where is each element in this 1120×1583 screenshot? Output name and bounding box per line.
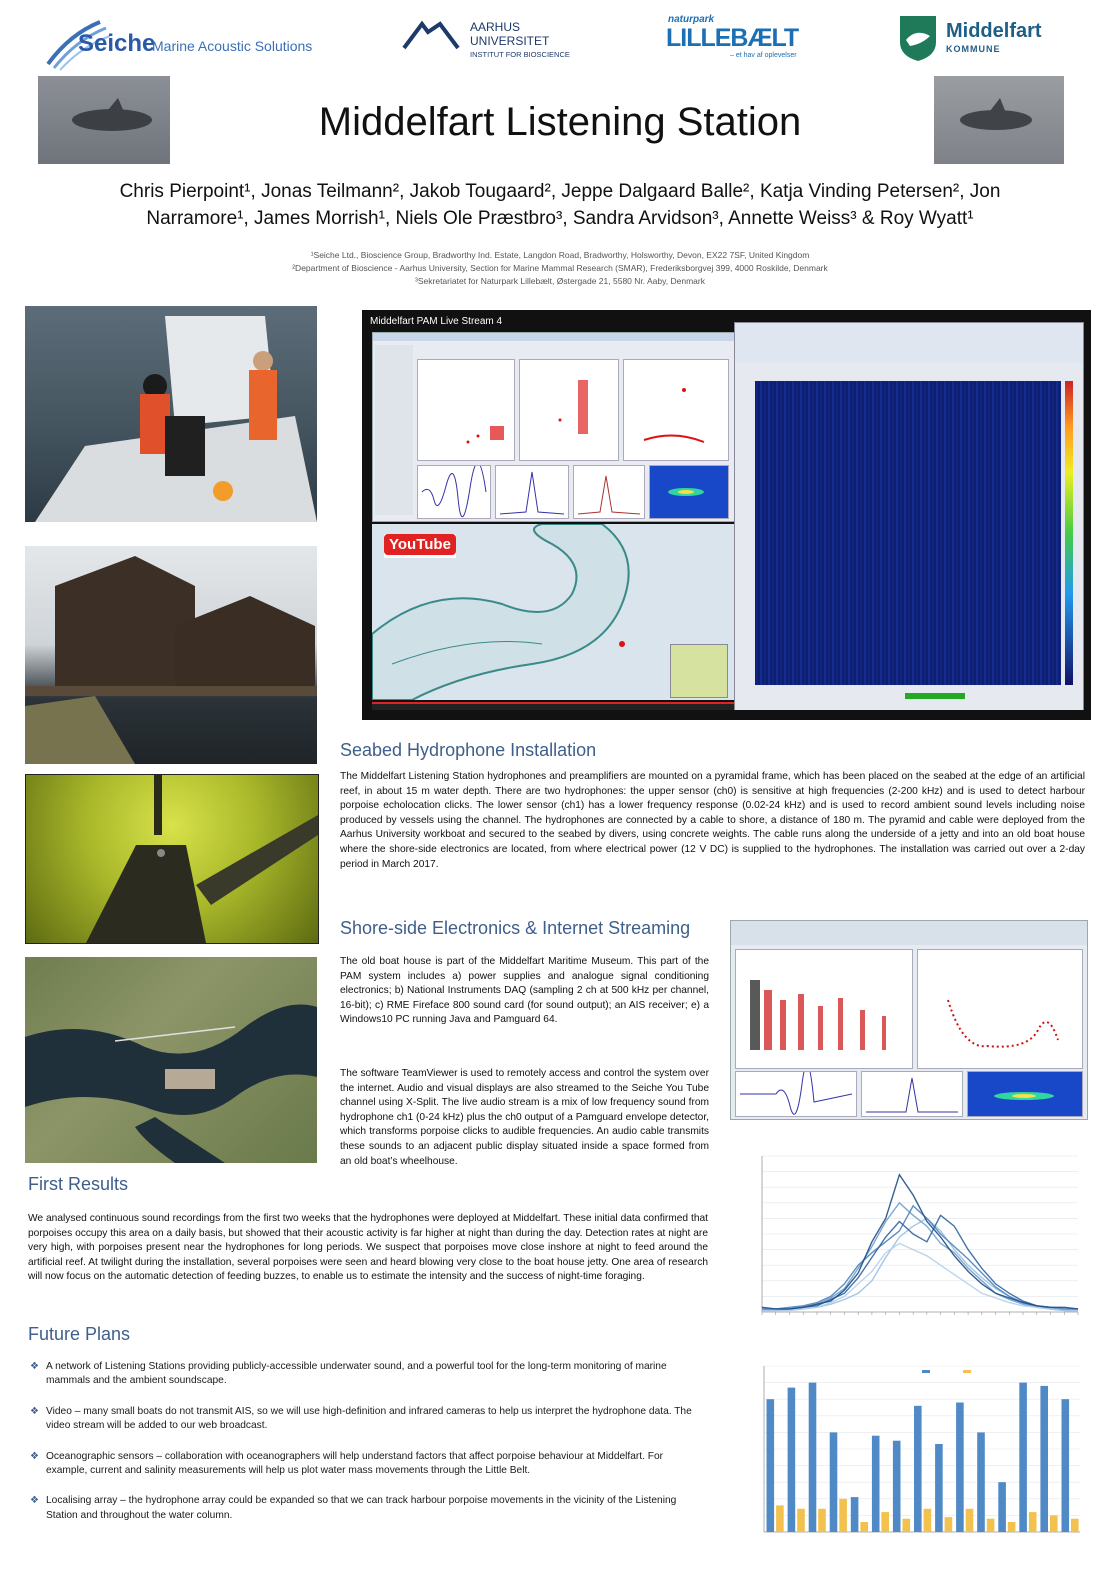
pamguard-toolbar xyxy=(373,333,735,341)
taskbar xyxy=(362,710,1091,720)
map-controls[interactable] xyxy=(670,644,728,698)
naturpark-tagline: – et hav af oplevelser xyxy=(730,52,797,59)
affiliation-3: ³Sekretariatet for Naturpark Lillebælt, Østergade 21, 5580 Nr. Aaby, Denmark xyxy=(415,276,705,286)
small-wigner-marks xyxy=(968,1072,1082,1116)
spectrogram-menubar xyxy=(735,323,1083,363)
future-item-localising xyxy=(30,1494,700,1523)
bar-day xyxy=(945,1517,953,1532)
legend-swatch-day xyxy=(963,1370,971,1373)
aerial-map-shape xyxy=(25,957,317,1163)
bar-night xyxy=(872,1436,880,1532)
pamguard-window xyxy=(372,332,736,522)
bar-night xyxy=(977,1432,985,1532)
bullet-icon: ❖ xyxy=(30,1495,39,1507)
bearing-plot-1 xyxy=(417,359,515,461)
bar-day xyxy=(1008,1522,1016,1532)
seiche-tagline: Marine Acoustic Solutions xyxy=(152,38,313,54)
bar-night xyxy=(914,1406,922,1532)
bar-night xyxy=(1062,1399,1070,1532)
youtube-map-window xyxy=(372,524,734,700)
pamguard-side-panel xyxy=(375,345,413,515)
seabed-heading: Seabed Hydrophone Installation xyxy=(340,740,597,760)
aarhus-line2: UNIVERSITET xyxy=(470,34,550,48)
click-plot xyxy=(573,465,645,519)
aarhus-symbol-icon xyxy=(400,20,464,50)
bullet-icon: ❖ xyxy=(30,1361,39,1372)
series-line xyxy=(762,1203,1078,1311)
series-line xyxy=(762,1243,1078,1310)
seiche-logo xyxy=(40,14,330,72)
aarhus-line3: INSTITUT FOR BIOSCIENCE xyxy=(470,50,570,59)
bar-day xyxy=(1071,1519,1079,1532)
bearing-plot-1-marks xyxy=(418,360,514,460)
bearing-plot-3 xyxy=(623,359,729,461)
small-waveform-plot xyxy=(735,1071,857,1117)
bar-day xyxy=(1050,1515,1058,1532)
future-item-oceanographic xyxy=(30,1450,700,1479)
bar-night xyxy=(893,1441,901,1532)
bar-day xyxy=(860,1522,868,1532)
pam-live-stream-screenshot xyxy=(362,310,1091,720)
future-item-text: A network of Listening Stations providing publicly-accessible underwater sound, and a powerful tool for the long-term monitoring of marine mammals and the ambient soundscape. xyxy=(46,1361,667,1387)
aarhus-logo xyxy=(400,14,600,60)
shore-text-2: The software TeamViewer is used to remotely access and control the system over the internet. Audio and visual displays are also streamed to the Seiche You Tube channel using X-Split. The live audio stream is a mix of low frequency sound from hydrophone ch1 (0-24 kHz) plus the ch0 output of a Pamguard envelope detector, which transforms porpoise clicks to audible frequencies. An audio cable transmits these sounds to an adjacent public display situated inside a space formed from an old boat’s wheelhouse. xyxy=(340,1068,709,1167)
naturpark-name: LILLEBÆLT xyxy=(666,24,799,52)
bearing-plot-2-marks xyxy=(520,360,618,460)
hydrophone-frame-shape xyxy=(26,775,318,943)
bullet-icon: ❖ xyxy=(30,1405,39,1417)
authors-line-1: Chris Pierpoint¹, Jonas Teilmann², Jakob Tougaard², Jeppe Dalgaard Balle², Katja Vinding Petersen², Jon xyxy=(119,181,1001,202)
naturpark-top: naturpark xyxy=(668,14,715,25)
small-waveform-marks xyxy=(736,1072,856,1116)
bar-night xyxy=(830,1432,838,1532)
spectrogram-window xyxy=(734,322,1084,712)
bar-day xyxy=(966,1509,974,1532)
future-heading: Future Plans xyxy=(28,1324,131,1344)
spectrum-plot xyxy=(495,465,569,519)
results-text: We analysed continuous sound recordings from the first two weeks that the hydrophones were deployed at Middelfart. These initial data confirmed that porpoises occupy this area on a daily basis, but showed that their acoustic activity is far higher at night than during the day. Detection rates at night are very high, with porpoises present near the hydrophones for long periods. We suspect that porpoises move close inshore at night to feed around the artificial reef. At twilight during the installation, several porpoises were seen and heard blowing very close to the boat house jetty. One area of research will now focus on the automatic detection of feeding buzzes, to enable us to estimate the intensity and the success of night-time foraging. xyxy=(28,1213,708,1283)
youtube-text: YouTube xyxy=(384,534,456,555)
bar-day xyxy=(881,1512,889,1532)
bar-night xyxy=(998,1482,1006,1532)
middelfart-logo xyxy=(898,14,1078,64)
click-train-marks xyxy=(736,950,912,1068)
day-night-bar-chart xyxy=(740,1358,1086,1554)
future-item-text: Localising array – the hydrophone array could be expanded so that we can track harbour porpoise movements in the vicinity of the Listening Station and throughout the water column. xyxy=(46,1495,677,1521)
boathouse-scene xyxy=(25,546,317,764)
small-wigner-plot xyxy=(967,1071,1083,1117)
aerial-map-photo xyxy=(25,957,317,1163)
pamguard-display-screenshot xyxy=(730,920,1088,1120)
boathouse-photo xyxy=(25,546,317,764)
shore-heading: Shore-side Electronics & Internet Streaming xyxy=(340,918,691,938)
detection-line-chart xyxy=(734,1148,1086,1336)
underwater-photo xyxy=(25,774,319,944)
future-item-text: Oceanographic sensors – collaboration with oceanographers will help understand factors that affect porpoise behaviour at Middelfart. For example, current and salinity measurements will help us plot water mass movements through the Little Belt. xyxy=(46,1450,664,1477)
bar-night xyxy=(809,1383,817,1532)
legend-swatch-night xyxy=(922,1370,930,1373)
boat-divers-photo xyxy=(25,306,317,522)
bar-night xyxy=(1040,1386,1048,1532)
future-list xyxy=(30,1360,700,1539)
waveform-plot xyxy=(417,465,491,519)
spectrogram-status xyxy=(905,693,965,699)
bar-night xyxy=(1019,1383,1027,1532)
bar-day xyxy=(797,1509,805,1532)
bar-night xyxy=(956,1403,964,1533)
affiliation-2: ²Department of Bioscience - Aarhus University, Section for Marine Mammal Research (SMAR), Frederiksborgvej 399, 4000 Roskilde, Denmark xyxy=(292,263,828,273)
stream-window-title: Middelfart PAM Live Stream 4 xyxy=(370,316,503,327)
seabed-text: The Middelfart Listening Station hydrophones and preamplifiers are mounted on a pyramidal frame, which has been placed on the seabed at the edge of an artificial reef, in about 15 m water depth. There are two hydrophones: the upper sensor (ch0) is sensitive at high frequencies (2-200 kHz) and is used to detect harbour porpoise echolocation clicks. The lower sensor (ch1) has a lower frequency response (0.02-24 kHz) and is used to record ambient sound levels including noise produced by vessels using the channel. The hydrophones are connected by a cable to shore, a distance of 180 m. The pyramid and cable were deployed from the Aarhus University workboat and secured to the seabed by divers, using concrete weights. The cable runs along the underside of a jetty and into an old boat house where the shore-side electronics are located, from where electrical power (12 V DC) is supplied to the hydrophones. The installation was carried out over a 2-day period in March 2017. xyxy=(340,771,1085,870)
future-item-text: Video – many small boats do not transmit AIS, so we will use high-definition and infrared cameras to help us interpret the hydrophone data. The video stream will be added to our web broadcast. xyxy=(46,1405,692,1432)
click-train-plot xyxy=(735,949,913,1069)
middelfart-sub: KOMMUNE xyxy=(946,44,1001,54)
video-progress[interactable] xyxy=(372,702,734,704)
shore-text-1: The old boat house is part of the Middelfart Maritime Museum. This part of the PAM system includes a) power supplies and analogue signal conditioning electronics; b) National Instruments DAQ (sampling 2 ch at 500 kHz per channel, 16-bit); c) RME Fireface 800 sound card (for sound output); an AIS receiver; e) a Windows10 PC running Java and Pamguard 64. xyxy=(340,956,709,1026)
authors xyxy=(40,178,1080,232)
bar-day xyxy=(987,1519,995,1532)
middelfart-name: Middelfart xyxy=(946,20,1042,42)
spectrogram-plot xyxy=(755,381,1061,685)
bar-night xyxy=(788,1388,796,1532)
series-line xyxy=(762,1175,1078,1309)
future-item-video xyxy=(30,1405,700,1434)
bearing-time-marks xyxy=(918,950,1082,1068)
bar-night xyxy=(935,1444,943,1532)
poster-title: Middelfart Listening Station xyxy=(318,100,802,144)
bearing-plot-2 xyxy=(519,359,619,461)
bearing-time-plot xyxy=(917,949,1083,1069)
small-spectrum-marks xyxy=(862,1072,962,1116)
bar-day xyxy=(924,1509,932,1532)
small-spectrum-plot xyxy=(861,1071,963,1117)
wigner-marks xyxy=(650,466,728,518)
bar-day xyxy=(839,1499,847,1532)
waveform-marks xyxy=(418,466,490,518)
aarhus-line1: AARHUS xyxy=(470,20,521,34)
bar-day xyxy=(776,1505,784,1532)
bearing-plot-3-marks xyxy=(624,360,728,460)
bar-day xyxy=(818,1509,826,1532)
wigner-plot xyxy=(649,465,729,519)
bar-day xyxy=(903,1519,911,1532)
click-marks xyxy=(574,466,644,518)
seiche-name: Seiche xyxy=(78,30,156,57)
pamguard-display-toolbar xyxy=(731,921,1087,945)
boat-scene xyxy=(25,306,317,522)
results-heading: First Results xyxy=(28,1174,129,1194)
future-item-network xyxy=(30,1360,700,1389)
affiliation-1: ¹Seiche Ltd., Bioscience Group, Bradworthy Ind. Estate, Langdon Road, Bradworthy, Holsworthy, Devon, EX22 7SF, United Kingdom xyxy=(310,250,810,260)
middelfart-shield-icon xyxy=(898,14,938,62)
bar-night xyxy=(851,1497,859,1532)
bar-day xyxy=(1029,1512,1037,1532)
authors-line-2: Narramore¹, James Morrish¹, Niels Ole Præstbro³, Sandra Arvidson³, Annette Weiss³ & Roy Wyatt¹ xyxy=(146,208,974,229)
bullet-icon: ❖ xyxy=(30,1450,39,1462)
spectrum-marks xyxy=(496,466,568,518)
bar-night xyxy=(767,1399,775,1532)
spectrogram-colorbar xyxy=(1065,381,1073,685)
naturpark-logo xyxy=(664,14,806,64)
